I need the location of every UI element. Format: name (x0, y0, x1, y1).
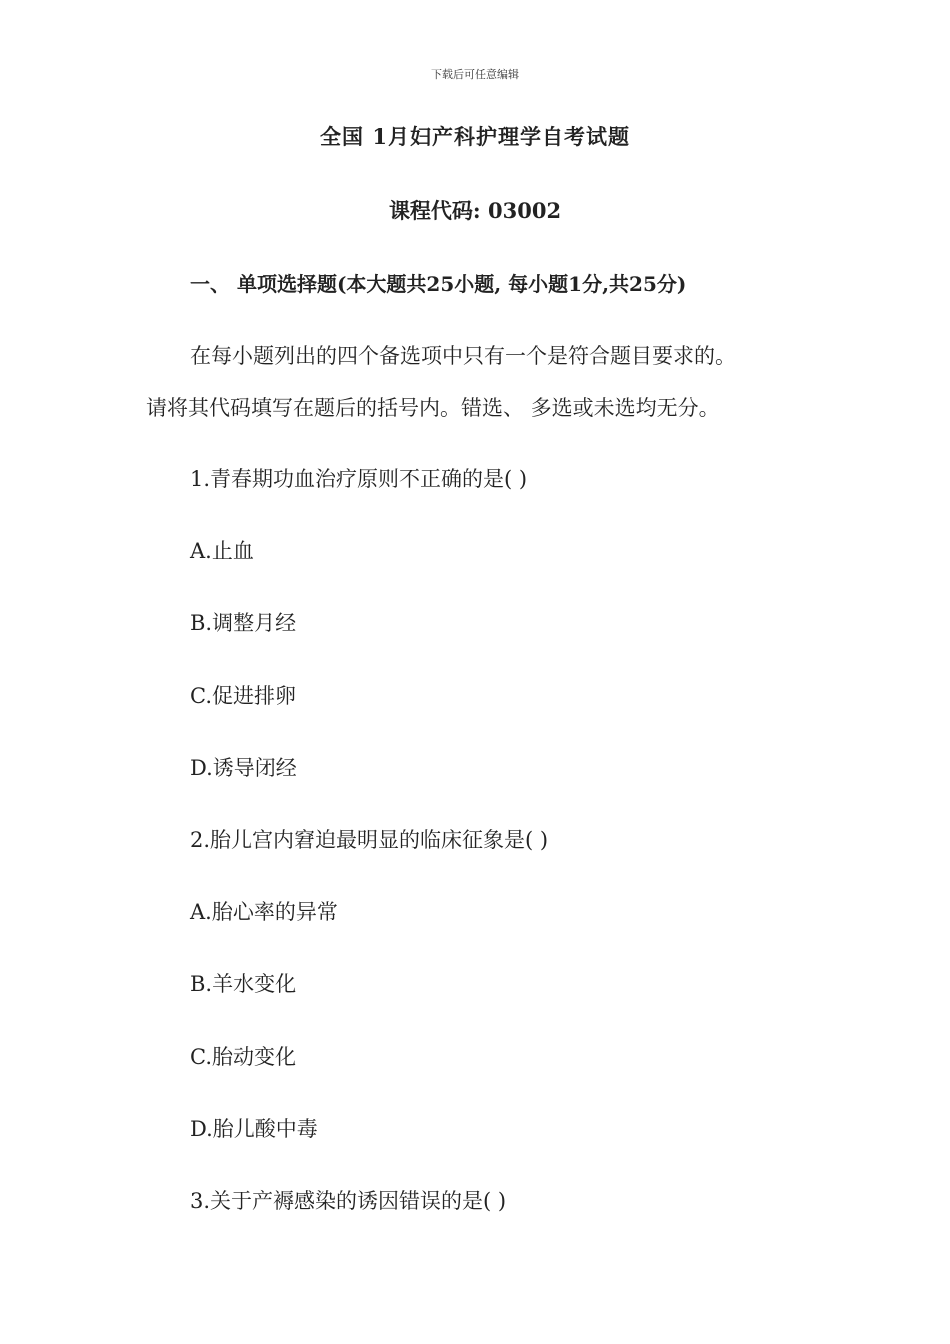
question-1-option-c: C.促进排卵 (190, 684, 296, 708)
question-2-option-a: A.胎心率的异常 (190, 900, 338, 924)
instructions-line-2: 请将其代码填写在题后的括号内。错选、 多选或未选均无分。 (146, 396, 720, 420)
question-3-stem: 3.关于产褥感染的诱因错误的是( ) (190, 1189, 507, 1213)
instructions-line-1: 在每小题列出的四个备选项中只有一个是符合题目要求的。 (190, 344, 736, 368)
question-1-stem: 1.青春期功血治疗原则不正确的是( ) (190, 467, 528, 491)
question-1-option-d: D.诱导闭经 (190, 756, 297, 780)
course-code: 课程代码: 03002 (388, 198, 562, 223)
question-1-option-a: A.止血 (190, 539, 254, 563)
question-2-option-c: C.胎动变化 (190, 1045, 296, 1069)
question-2-stem: 2.胎儿宫内窘迫最明显的临床征象是( ) (190, 828, 549, 852)
question-1-option-b: B.调整月经 (190, 611, 297, 635)
header-note: 下载后可任意编辑 (431, 68, 519, 81)
question-2-option-b: B.羊水变化 (190, 972, 297, 996)
page-title: 全国 1月妇产科护理学自考试题 (320, 124, 630, 149)
section-heading: 一、 单项选择题(本大题共25小题, 每小题1分,共25分) (190, 272, 687, 296)
question-2-option-d: D.胎儿酸中毒 (190, 1117, 318, 1141)
